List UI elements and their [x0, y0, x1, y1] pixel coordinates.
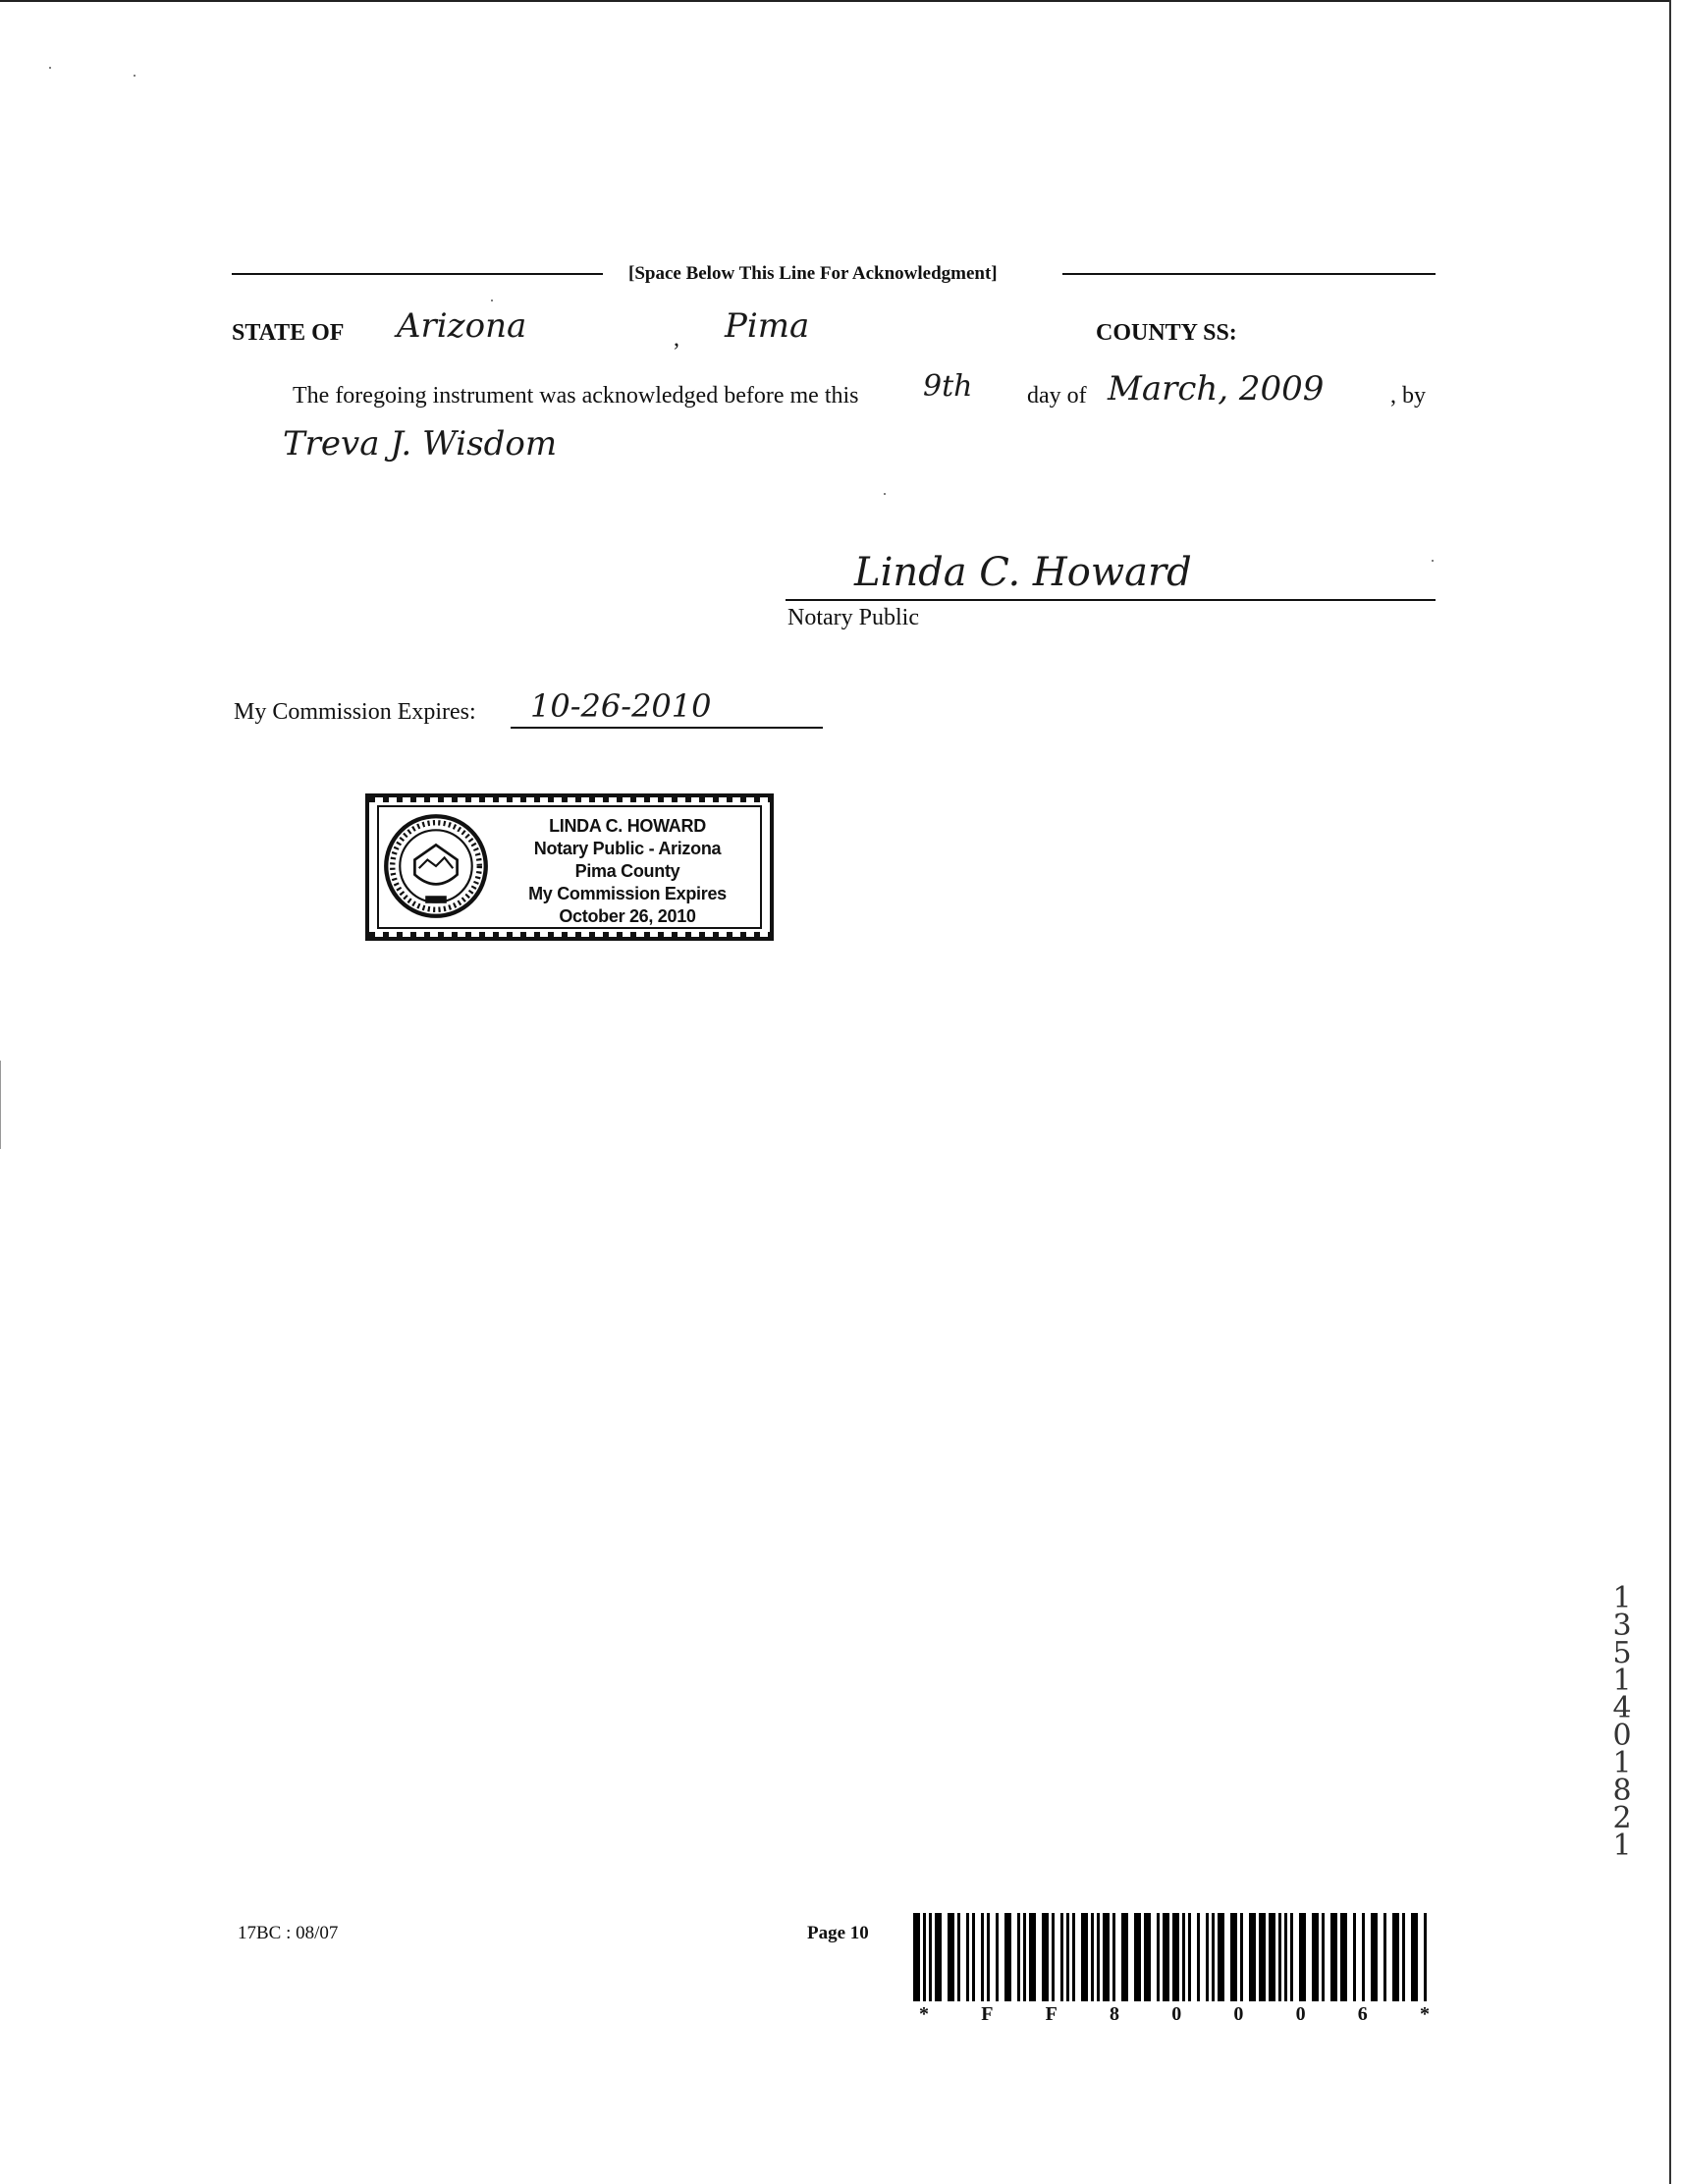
stamp-line: Notary Public - Arizona [533, 839, 722, 858]
barcode-bar [1340, 1913, 1347, 2001]
barcode-bar [1023, 1913, 1026, 2001]
barcode-char: F [981, 2003, 994, 2025]
barcode-bar [1240, 1913, 1243, 2001]
barcode-bar [1112, 1913, 1115, 2001]
stamp-line: Pima County [574, 861, 680, 881]
scan-speck [49, 67, 51, 69]
acknowledgment-banner: [Space Below This Line For Acknowledgment] [628, 263, 998, 284]
barcode-bar [1029, 1913, 1036, 2001]
barcode-bar [1163, 1913, 1169, 2001]
barcode-bar [972, 1913, 975, 2001]
barcode-bar [1004, 1913, 1011, 2001]
scan-edge-right [1669, 0, 1671, 2184]
commission-label: My Commission Expires: [234, 699, 476, 725]
day-of-label: day of [1027, 383, 1087, 409]
barcode-bar [1353, 1913, 1356, 2001]
stamp-text [495, 815, 760, 928]
signature-line [786, 599, 1436, 601]
barcode-char: 0 [1171, 2003, 1182, 2025]
barcode-bar [1383, 1913, 1386, 2001]
scan-edge-left [0, 1061, 1, 1149]
state-label: STATE OF [232, 320, 345, 346]
barcode-bar [1172, 1913, 1179, 2001]
barcode-bar [1066, 1913, 1069, 2001]
state-value: Arizona [397, 306, 527, 346]
day-value: 9th [923, 369, 973, 404]
commission-date: 10-26-2010 [530, 687, 712, 725]
scan-speck [1432, 560, 1434, 562]
acknowledgment-sentence: The foregoing instrument was acknowledged before me this [293, 383, 859, 409]
barcode-bar [1284, 1913, 1287, 2001]
barcode [913, 1913, 1434, 2001]
barcode-bar [1144, 1913, 1151, 2001]
page-label: Page 10 [807, 1923, 869, 1943]
barcode-bar [1322, 1913, 1325, 2001]
barcode-bar [948, 1913, 954, 2001]
state-seal-icon [383, 813, 489, 919]
barcode-bar [1103, 1913, 1110, 2001]
barcode-bar [1091, 1913, 1094, 2001]
barcode-bar [1249, 1913, 1256, 2001]
barcode-bar [987, 1913, 990, 2001]
county-value: Pima [725, 306, 810, 346]
barcode-bar [913, 1913, 920, 2001]
barcode-char: 8 [1110, 2003, 1119, 2025]
scan-edge-top [0, 0, 1669, 2]
barcode-char: 0 [1233, 2003, 1244, 2025]
barcode-bar [1362, 1913, 1365, 2001]
barcode-bar [1072, 1913, 1075, 2001]
barcode-char: * [919, 2003, 929, 2025]
notary-signature: Linda C. Howard [854, 550, 1192, 595]
stamp-line: LINDA C. HOWARD [549, 816, 706, 836]
barcode-bar [923, 1913, 926, 2001]
barcode-bar [1371, 1913, 1378, 2001]
barcode-bar [996, 1913, 999, 2001]
by-label: , by [1390, 383, 1426, 409]
scan-speck [884, 493, 886, 495]
barcode-bar [957, 1913, 960, 2001]
barcode-char: 0 [1295, 2003, 1306, 2025]
barcode-bar [1017, 1913, 1020, 2001]
barcode-text [919, 2003, 1430, 2026]
barcode-bar [1411, 1913, 1418, 2001]
barcode-bar [966, 1913, 969, 2001]
barcode-bar [1402, 1913, 1405, 2001]
barcode-bar [1206, 1913, 1209, 2001]
barcode-bar [1330, 1913, 1337, 2001]
stamp-line: October 26, 2010 [559, 906, 696, 926]
barcode-bar [1424, 1913, 1427, 2001]
scan-speck [491, 300, 493, 301]
barcode-bar [1134, 1913, 1141, 2001]
barcode-char: * [1419, 2003, 1430, 2025]
barcode-bar [1230, 1913, 1237, 2001]
barcode-bar [929, 1913, 932, 2001]
signer-name: Treva J. Wisdom [283, 424, 558, 464]
banner-rule-left [232, 273, 603, 275]
barcode-bar [1312, 1913, 1319, 2001]
notary-title: Notary Public [787, 605, 919, 630]
barcode-char: 6 [1357, 2003, 1368, 2025]
barcode-bar [1052, 1913, 1055, 2001]
barcode-bar [1290, 1913, 1293, 2001]
barcode-char: F [1045, 2003, 1057, 2025]
barcode-bar [1392, 1913, 1399, 2001]
barcode-bar [981, 1913, 984, 2001]
state-county-comma: , [674, 326, 679, 352]
barcode-bar [1081, 1913, 1088, 2001]
form-code: 17BC : 08/07 [238, 1923, 339, 1943]
month-year-value: March, 2009 [1108, 369, 1325, 409]
barcode-bar [1278, 1913, 1281, 2001]
barcode-bar [1269, 1913, 1275, 2001]
barcode-bar [935, 1913, 942, 2001]
commission-line [511, 727, 823, 729]
barcode-bar [1157, 1913, 1160, 2001]
barcode-bar [1097, 1913, 1100, 2001]
banner-rule-right [1062, 273, 1436, 275]
barcode-bar [1188, 1913, 1191, 2001]
side-document-code: 13514 01821 [1612, 1581, 1632, 1863]
barcode-bar [1042, 1913, 1049, 2001]
barcode-bar [1218, 1913, 1224, 2001]
scan-speck [134, 75, 136, 77]
barcode-bar [1121, 1913, 1128, 2001]
barcode-bar [1197, 1913, 1200, 2001]
barcode-bar [1212, 1913, 1215, 2001]
barcode-bar [1182, 1913, 1185, 2001]
barcode-bar [1060, 1913, 1063, 2001]
barcode-bar [1259, 1913, 1266, 2001]
stamp-line: My Commission Expires [528, 884, 727, 903]
notary-stamp [365, 793, 774, 941]
county-label: COUNTY SS: [1096, 320, 1237, 346]
barcode-bar [1299, 1913, 1306, 2001]
